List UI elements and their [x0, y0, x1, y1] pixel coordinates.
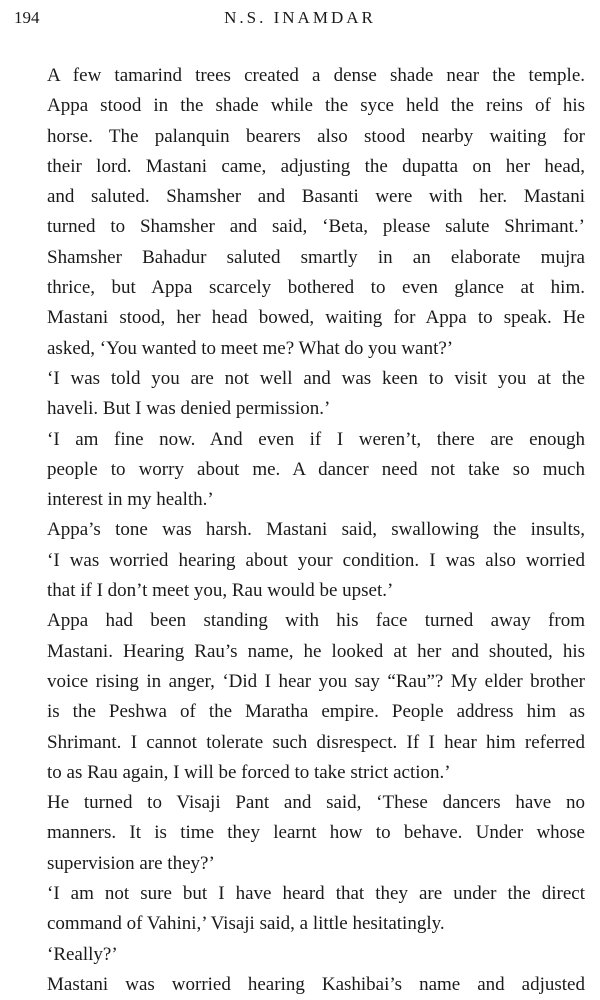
text-line: voice rising in anger, ‘Did I hear you say “Rau”? My elder brother: [47, 670, 585, 692]
paragraph-3: [19, 364, 585, 425]
text-line: turned to Shamsher and said, ‘Beta, please salute Shrimant.’: [47, 216, 585, 238]
text-line: haveli. But I was denied permission.’: [47, 398, 331, 420]
text-line: to as Rau again, I will be forced to take strict action.’: [47, 761, 451, 783]
text-line: people to worry about me. A dancer need not take so much: [47, 458, 585, 480]
text-line: Mastani stood, her head bowed, waiting for Appa to speak. He: [47, 307, 585, 329]
text-line: ‘I was worried hearing about your condition. I was also worried: [47, 549, 585, 571]
paragraph-8: [19, 879, 585, 940]
running-head: N.S. INAMDAR: [224, 8, 376, 27]
text-line: interest in my health.’: [47, 489, 214, 511]
text-line: Appa had been standing with his face turned away from: [47, 610, 585, 632]
page-number: 194: [14, 8, 40, 27]
text-line: horse. The palanquin bearers also stood nearby waiting for: [47, 125, 585, 147]
text-line: ‘I am fine now. And even if I weren’t, there are enough: [47, 428, 585, 450]
text-line: ‘I am not sure but I have heard that they are under the direct: [47, 883, 585, 905]
paragraph-10: [19, 970, 585, 1000]
text-line: Mastani was worried hearing Kashibai’s name and adjusted: [47, 973, 585, 995]
text-line: manners. It is time they learnt how to behave. Under whose: [47, 822, 585, 844]
text-line: and saluted. Shamsher and Basanti were with her. Mastani: [47, 186, 585, 208]
text-line: asked, ‘You wanted to meet me? What do you want?’: [47, 337, 454, 359]
text-line: that if I don’t meet you, Rau would be upset.’: [47, 580, 394, 602]
paragraph-6: [19, 606, 585, 788]
text-line: their lord. Mastani came, adjusting the dupatta on her head,: [47, 155, 585, 177]
text-line: ‘Really?’: [47, 943, 118, 965]
text-line: A few tamarind trees created a dense shade near the temple.: [47, 65, 585, 86]
paragraph-1: [19, 61, 585, 243]
text-line: thrice, but Appa scarcely bothered to even glance at him.: [47, 277, 585, 299]
paragraph-5: [19, 515, 585, 606]
text-line: Shamsher Bahadur saluted smartly in an elaborate mujra: [47, 246, 585, 268]
text-line: Mastani. Hearing Rau’s name, he looked at her and shouted, his: [47, 640, 585, 662]
text-line: Shrimant. I cannot tolerate such disrespect. If I hear him referred: [47, 731, 585, 753]
text-line: Appa’s tone was harsh. Mastani said, swallowing the insults,: [47, 519, 585, 541]
paragraph-2: [19, 243, 585, 364]
text-line: ‘I was told you are not well and was keen to visit you at the: [47, 367, 585, 389]
text-line: Appa stood in the shade while the syce held the reins of his: [47, 95, 585, 117]
paragraph-9: [19, 940, 585, 970]
text-line: is the Peshwa of the Maratha empire. People address him as: [47, 701, 585, 723]
text-line: supervision are they?’: [47, 852, 215, 874]
body-text: [19, 61, 585, 1000]
text-line: He turned to Visaji Pant and said, ‘These dancers have no: [47, 792, 585, 814]
paragraph-7: [19, 788, 585, 879]
page-header: [14, 6, 586, 30]
text-line: command of Vahini,’ Visaji said, a little hesitatingly.: [47, 913, 445, 935]
paragraph-4: [19, 425, 585, 516]
